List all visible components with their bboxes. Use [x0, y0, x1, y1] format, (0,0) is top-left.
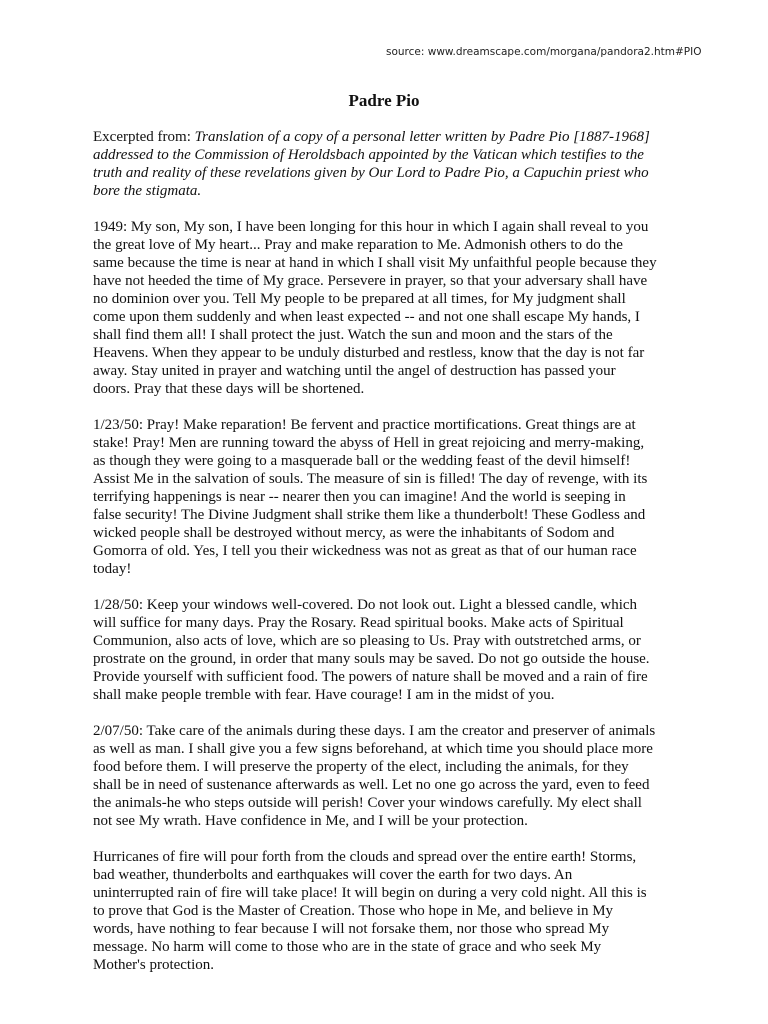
- text-line: food before them. I will preserve the property of the elect, including the animals, for they: [93, 759, 629, 775]
- paragraph-hurricanes: [93, 848, 683, 974]
- text-line: shall make people tremble with fear. Have courage! I am in the midst of you.: [93, 687, 555, 703]
- text-line: words, have nothing to fear because I will not forsake them, nor those who spread My: [93, 921, 610, 937]
- text-line: today!: [93, 561, 132, 577]
- text-line: have not heeded the time of My grace. Persevere in prayer, so that your adversary shall have: [93, 273, 648, 289]
- text-line: as though they were going to a masquerade ball or the wedding feast of the devil himself!: [93, 453, 631, 469]
- document-body: [93, 128, 683, 992]
- text-line: not see My wrath. Have confidence in Me, and I will be your protection.: [93, 813, 528, 829]
- intro-lead: Excerpted from:: [93, 129, 195, 145]
- text-line: Gomorra of old. Yes, I tell you their wickedness was not as great as that of our human race: [93, 543, 637, 559]
- text-line: come upon them suddenly and when least expected -- and not one shall escape My hands, I: [93, 309, 640, 325]
- text-line: as well as man. I shall give you a few signs beforehand, at which time you should place more: [93, 741, 653, 757]
- text-line: 1949: My son, My son, I have been longing for this hour in which I again shall reveal to you: [93, 219, 649, 235]
- paragraph-1-23-50: [93, 416, 683, 578]
- intro-italic-line: addressed to the Commission of Heroldsbach appointed by the Vatican which testifies to the: [93, 147, 644, 163]
- page-title: Padre Pio: [348, 91, 420, 110]
- text-line: false security! The Divine Judgment shall strike them like a thunderbolt! These Godless and: [93, 507, 646, 523]
- source-line: source: www.dreamscape.com/morgana/pandora2.htm#PIO: [386, 46, 702, 58]
- intro-italic-line: bore the stigmata.: [93, 183, 202, 199]
- text-line: no dominion over you. Tell My people to be prepared at all times, for My judgment shall: [93, 291, 626, 307]
- text-line: terrifying happenings is near -- nearer then you can imagine! And the world is seeping in: [93, 489, 626, 505]
- text-line: prostrate on the ground, in order that many souls may be saved. Do not go outside the house.: [93, 651, 650, 667]
- intro-line: [93, 128, 683, 146]
- intro-italic-line: Translation of a copy of a personal letter written by Padre Pio [1887-1968]: [194, 129, 650, 145]
- paragraph-2-07-50: [93, 722, 683, 830]
- text-line: 1/23/50: Pray! Make reparation! Be fervent and practice mortifications. Great things are at: [93, 417, 636, 433]
- paragraph-1-28-50: [93, 596, 683, 704]
- text-line: the animals-he who steps outside will perish! Cover your windows carefully. My elect shall: [93, 795, 642, 811]
- text-line: bad weather, thunderbolts and earthquakes will cover the earth for two days. An: [93, 867, 573, 883]
- text-line: uninterrupted rain of fire will take place! It will begin on during a very cold night. All this is: [93, 885, 647, 901]
- text-line: away. Stay united in prayer and watching until the angel of destruction has passed your: [93, 363, 616, 379]
- text-line: the great love of My heart... Pray and make reparation to Me. Admonish others to do the: [93, 237, 623, 253]
- text-line: shall be in need of sustenance afterwards as well. Let no one go across the yard, even to feed: [93, 777, 650, 793]
- text-line: 2/07/50: Take care of the animals during these days. I am the creator and preserver of animals: [93, 723, 656, 739]
- text-line: message. No harm will come to those who are in the state of grace and who seek My: [93, 939, 602, 955]
- text-line: 1/28/50: Keep your windows well-covered. Do not look out. Light a blessed candle, which: [93, 597, 638, 613]
- text-line: Provide yourself with sufficient food. The powers of nature shall be moved and a rain of fire: [93, 669, 648, 685]
- text-line: shall find them all! I shall protect the just. Watch the sun and moon and the stars of the: [93, 327, 613, 343]
- intro-italic-line: truth and reality of these revelations given by Our Lord to Padre Pio, a Capuchin priest who: [93, 165, 649, 181]
- text-line: wicked people shall be destroyed without mercy, as were the inhabitants of Sodom and: [93, 525, 615, 541]
- text-line: to prove that God is the Master of Creation. Those who hope in Me, and believe in My: [93, 903, 614, 919]
- text-line: stake! Pray! Men are running toward the abyss of Hell in great rejoicing and merry-making,: [93, 435, 645, 451]
- text-line: doors. Pray that these days will be shortened.: [93, 381, 365, 397]
- intro-paragraph: [93, 128, 683, 200]
- paragraph-1949: [93, 218, 683, 398]
- text-line: Assist Me in the salvation of souls. The measure of sin is filled! The day of revenge, with its: [93, 471, 648, 487]
- text-line: Mother's protection.: [93, 957, 215, 973]
- text-line: same because the time is near at hand in which I shall visit My unfaithful people because they: [93, 255, 657, 271]
- text-line: Hurricanes of fire will pour forth from the clouds and spread over the entire earth! Storms,: [93, 849, 637, 865]
- text-line: Heavens. When they appear to be unduly disturbed and restless, know that the day is not far: [93, 345, 645, 361]
- text-line: will suffice for many days. Pray the Rosary. Read spiritual books. Make acts of Spiritual: [93, 615, 624, 631]
- text-line: Communion, also acts of love, which are so pleasing to Us. Pray with outstretched arms, or: [93, 633, 641, 649]
